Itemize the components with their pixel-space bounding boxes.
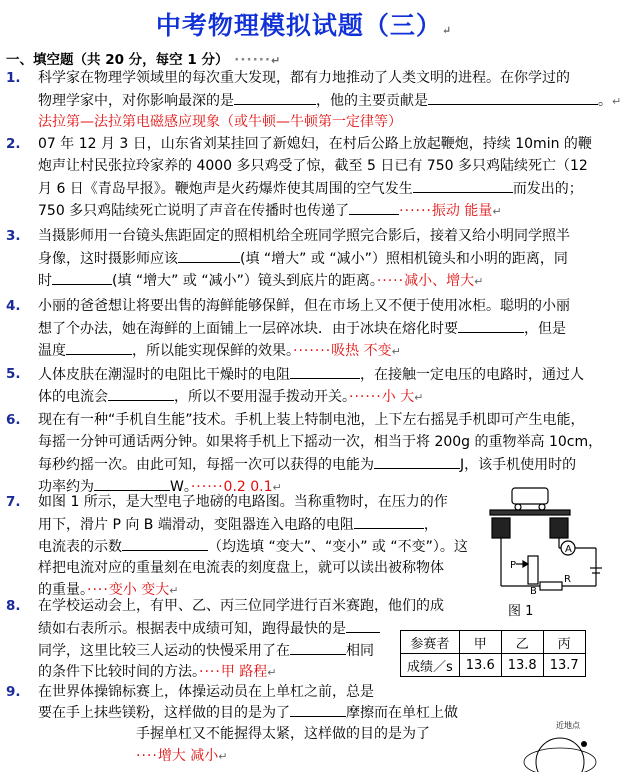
page-title: 中考物理模拟试题（三）↵: [155, 11, 453, 40]
question-text: 如图 1 所示，是大型电子地磅的电路图。当称重物时，在压力的作: [38, 494, 448, 510]
question-text: 小丽的爸爸想让将要出售的海鲜能够保鲜，但在市场上又不便于使用冰柜。聪明的小丽: [38, 298, 570, 314]
question-text: 在学校运动会上，有甲、乙、丙三位同学进行百米赛跑，他们的成: [38, 598, 444, 614]
question-text: 手握单杠又不能握得太紧，这样做的目的是为了: [136, 726, 430, 742]
question-number: 3.: [6, 228, 21, 244]
question-text: 电流表的示数 （均选填 “变大”、“变小” 或 “不变”）。这: [38, 536, 468, 557]
question-text: 想了个办法，她在海鲜的上面铺上一层碎冰块．由于冰块在熔化时要 ，但是: [38, 318, 566, 339]
question-text: 每秒约摇一次。由此可知，每摇一次可以获得的电能为 J，该手机使用时的: [38, 454, 576, 475]
question-number: 5.: [6, 366, 21, 382]
answer-line: ····增大 减小↵: [136, 748, 228, 764]
section-heading: 一、填空题（共 20 分，每空 1 分） ······↵: [6, 52, 281, 68]
answer-text: 变小 变大: [108, 582, 170, 598]
table-cell: 成绩／s: [401, 654, 460, 677]
question-text: 人体皮肤在潮湿时的电阻比干燥时的电阻 ，在接触一定电压的电路时，通过人: [38, 364, 584, 385]
question-number: 8.: [6, 598, 21, 614]
question-text: 750 多只鸡陆续死亡说明了声音在传播时也传递了 ······振动 能量↵: [38, 200, 502, 222]
table-header-row: [401, 631, 586, 654]
question-text: 绩如右表所示。根据表中成绩可知，跑得最快的是: [38, 618, 380, 639]
figure-1-circuit-diagram: [470, 486, 600, 604]
perigee-label: 近地点: [556, 721, 580, 730]
table-header: 乙: [501, 631, 543, 654]
question-text: 时 (填 “增大” 或 “减小”）镜头到底片的距离。·····减小、增大↵: [38, 270, 483, 292]
score-table: [400, 630, 586, 677]
slider-label: P: [510, 560, 517, 571]
question-number: 4.: [6, 298, 21, 314]
answer-text: 小 大: [381, 389, 415, 405]
end-label: B: [530, 586, 537, 597]
answer-text: 减小、增大: [404, 273, 475, 289]
table-header: 甲: [459, 631, 501, 654]
question-text: 样把电流对应的重量刻在电流表的刻度盘上，就可以读出被称物体: [38, 560, 444, 576]
table-header: 丙: [543, 631, 585, 654]
question-text: 的重量。····变小 变大↵: [38, 582, 179, 598]
question-text: 现在有一种“手机自生能”技术。手机上装上特制电池，上下左右摇晃手机即可产生电能，: [38, 412, 585, 428]
question-text: 温度 ，所以能实现保鲜的效果。·······吸热 不变↵: [38, 340, 401, 362]
question-text: 科学家在物理学领域里的每次重大发现，都有力地推动了人类文明的进程。在你学过的: [38, 70, 570, 86]
table-row: [401, 654, 586, 677]
answer-text: 振动 能量: [431, 203, 493, 219]
question-text: 物理学家中，对你影响最深的是 ，他的主要贡献是 。↵: [38, 90, 621, 112]
question-text: 当摄影师用一台镜头焦距固定的照相机给全班同学照完合影后，接着又给小明同学照半: [38, 228, 570, 244]
answer-text: 甲 路程: [220, 664, 268, 680]
question-text: 月 6 日《青岛早报》。鞭炮声是火药爆炸使其周围的空气发生 而发出的；: [38, 178, 583, 199]
question-text: 功率约为 W。······0.2 0.1↵: [38, 476, 282, 498]
question-text: 身像，这时摄影师应该 (填 “增大” 或 “减小”）照相机镜头和小明的距离，同: [38, 248, 568, 269]
question-text: 07 年 12 月 3 日，山东省刘某挂回了新媳妇，在村后公路上放起鞭炮，持续 10min 的鞭: [38, 136, 592, 152]
question-text: 要在手上抹些镁粉，这样做的目的是为了 摩擦而在单杠上做: [38, 702, 458, 723]
question-text: 在世界体操锦标赛上，体操运动员在上单杠之前，总是: [38, 684, 374, 700]
table-header: 参赛者: [401, 631, 460, 654]
resistor-label: R: [564, 574, 571, 585]
question-text: 每摇一分钟可通话两分钟。如果将手机上下摇动一次，相当于将 200g 的重物举高 10cm，: [38, 434, 603, 450]
answer-text: 法拉第—法拉第电磁感应现象（或牛顿—牛顿第一定律等）: [38, 114, 402, 130]
answer-text: 增大 减小: [157, 748, 219, 764]
figure-caption: 图 1: [508, 604, 534, 619]
question-number: 6.: [6, 412, 21, 428]
question-text: 的条件下比较时间的方法。····甲 路程↵: [38, 664, 277, 680]
question-text: 用下，滑片 P 向 B 端滑动，变阻器连入电路的电阻 ，: [38, 514, 438, 535]
ammeter-label: A: [565, 544, 572, 555]
answer-text: 0.2 0.1: [223, 479, 273, 495]
question-text: 同学，这里比较三人运动的快慢采用了在 相同: [38, 640, 374, 661]
question-number: 2.: [6, 136, 21, 152]
question-number: 9.: [6, 684, 21, 700]
table-cell: 13.6: [459, 654, 501, 677]
question-text: 炮声让村民张拉玲家养的 4000 多只鸡受了惊，截至 5 日已有 750 多只鸡陆续死亡（12: [38, 158, 588, 174]
table-cell: 13.8: [501, 654, 543, 677]
question-number: 1.: [6, 70, 21, 86]
question-number: 7.: [6, 494, 21, 510]
table-cell: 13.7: [543, 654, 585, 677]
question-text: 体的电流会 ，所以不要用湿手拨动开关。······小 大↵: [38, 386, 423, 408]
answer-text: 吸热 不变: [331, 343, 392, 359]
orbit-figure: [526, 718, 606, 768]
